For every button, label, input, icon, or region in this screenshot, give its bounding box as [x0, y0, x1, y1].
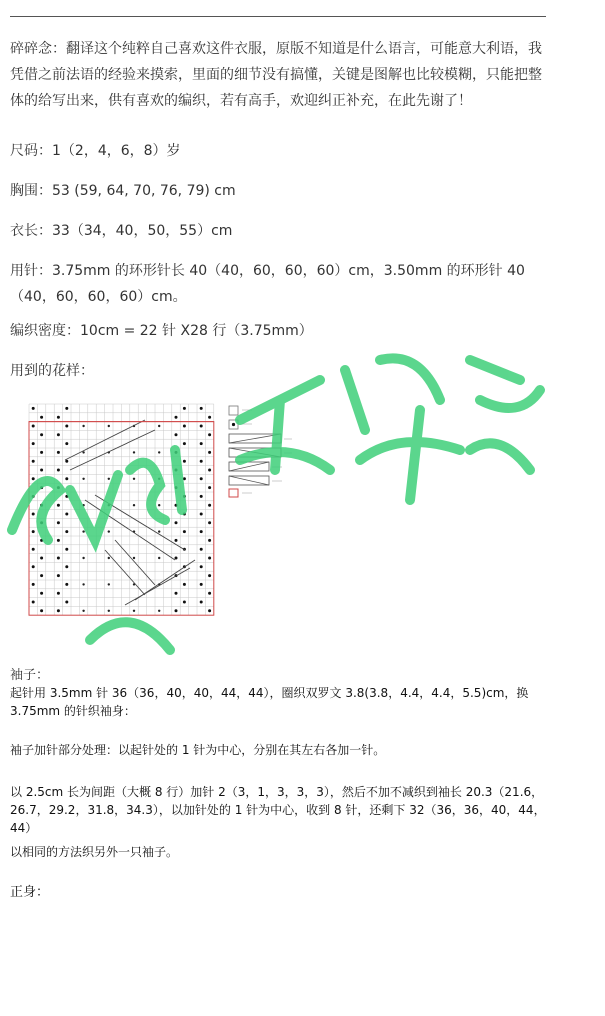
pattern-label: 用到的花样：: [10, 363, 94, 379]
size-line: 尺码：1（2，4，6，8）岁: [10, 143, 181, 159]
sleeve-second: 以相同的方法织另外一只袖子。: [10, 845, 179, 859]
sleeve-increase-rule: 袖子加针部分处理：以起针处的 1 针为中心，分别在其左右各加一针。: [10, 743, 386, 757]
length-line: 衣长：33（34，40，50，55）cm: [10, 223, 233, 239]
needles-line: 用针：3.75mm 的环形针长 40（40，60，60，60）cm，3.50mm 的环形针 40（40，60，60，60）cm。: [10, 263, 525, 305]
legend-repeat-symbol: [229, 489, 238, 497]
knitting-chart: [25, 400, 220, 642]
gauge-line: 编织密度：10cm = 22 针 X28 行（3.75mm）: [10, 323, 313, 339]
chest-line: 胸围：53 (59, 64, 70, 76, 79) cm: [10, 183, 236, 199]
intro-paragraph: 碎碎念：翻译这个纯粹自己喜欢这件衣服，原版不知道是什么语言，可能意大利语，我凭借之前法语的经验来摸索，里面的细节没有搞懂，关键是图解也比较模糊，只能把整体的给写出来，供有喜欢的编织，若有高手，欢迎纠正补充，在此先谢了！: [10, 41, 542, 109]
body-title: 正身：: [10, 885, 50, 900]
sleeve-cast-on: 起针用 3.5mm 针 36（36，40，40，44，44），圈织双罗文 3.8(3.8，4.4，4.4，5.5)cm，换 3.75mm 的针织袖身：: [10, 686, 529, 718]
top-divider: [10, 16, 546, 17]
sleeve-title: 袖子：: [10, 668, 50, 683]
sleeve-increase-detail: 以 2.5cm 长为间距（大概 8 行）加针 2（3，1，3，3，3），然后不加不减织到袖长 20.3（21.6，26.7，29.2，31.8，34.3），以加针处的 1 针为中心，收到 8 针，还剩下 32（36，36，40，44，44）: [10, 785, 546, 835]
legend-knit-symbol: [229, 406, 238, 415]
chart-legend: [226, 404, 296, 499]
legend-cable-symbols: [229, 434, 281, 485]
